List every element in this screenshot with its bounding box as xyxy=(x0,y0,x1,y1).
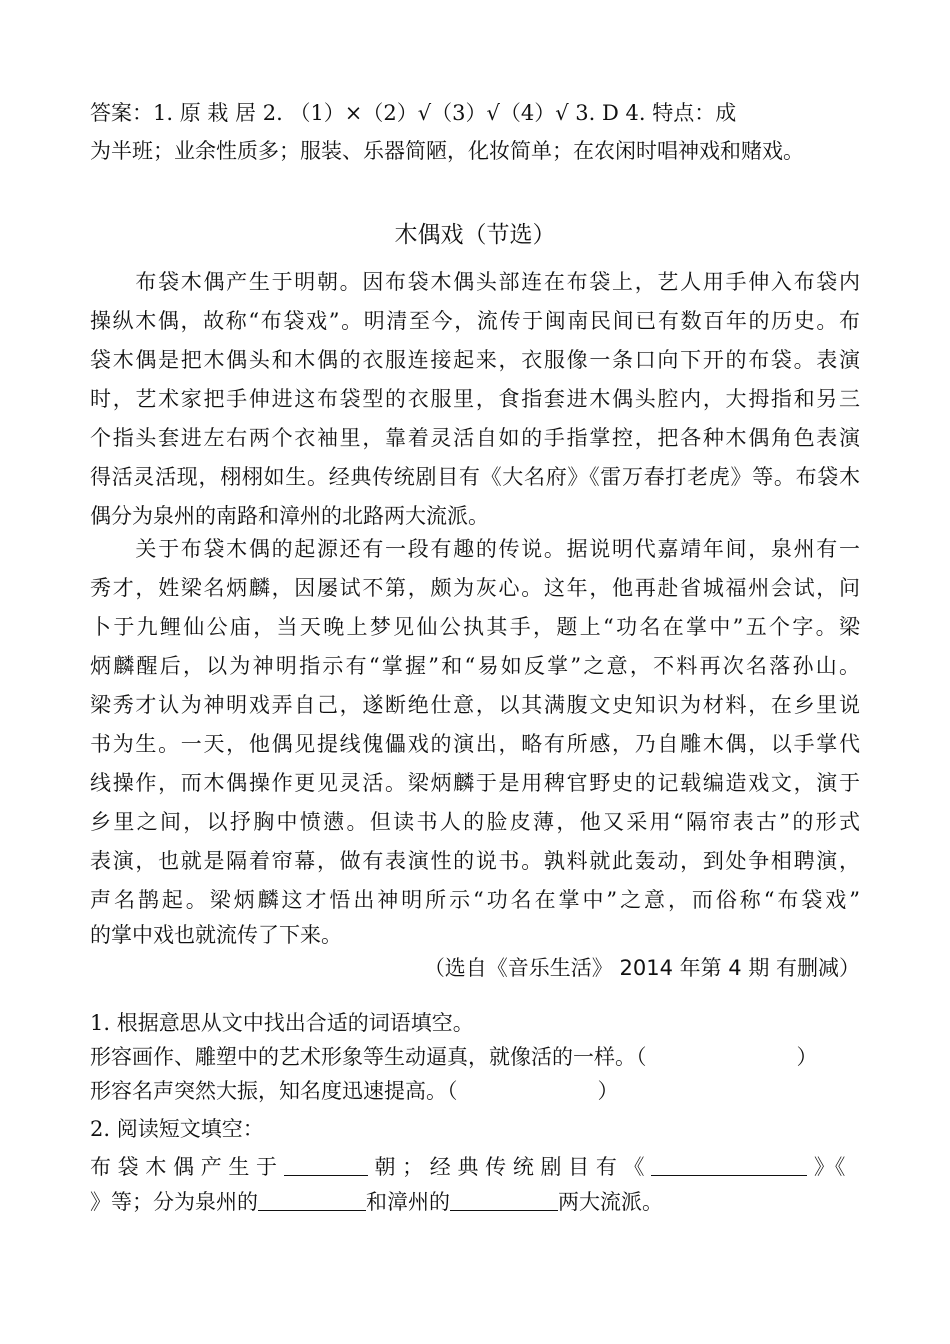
paragraph-line: 梁秀才认为神明戏弄自己，遂断绝仕意，以其满腹文史知识为材料，在乡里说 xyxy=(90,693,860,717)
paragraph-line: 得活灵活现，栩栩如生。经典传统剧目有《大名府》《雷万春打老虎》等。布袋木 xyxy=(90,465,860,489)
paragraph-line: 卜于九鲤仙公庙，当天晚上梦见仙公执其手，题上“功名在掌中”五个字。梁 xyxy=(90,615,860,639)
q2-text: 朝 ； 经 典 传 统 剧 目 有 《 xyxy=(374,1155,645,1179)
question-2-prompt: 2. 阅读短文填空： xyxy=(90,1117,264,1141)
blank-play-title-1[interactable] xyxy=(651,1153,807,1176)
blank-quanzhou-school[interactable] xyxy=(258,1188,366,1211)
question-1b-close: ） xyxy=(597,1079,619,1103)
paragraph-line: 布袋木偶产生于明朝。因布袋木偶头部连在布袋上，艺人用手伸入布袋内 xyxy=(90,270,860,294)
question-2-line-1 xyxy=(90,1152,860,1182)
question-2-line-2 xyxy=(90,1187,860,1217)
q2-text: 两大流派。 xyxy=(558,1190,663,1214)
answer-line-1: 答案：1. 原 栽 居 2. （1）×（2）√（3）√（4）√ 3. D 4. 特点：成 xyxy=(90,101,737,125)
paragraph-line: 操纵木偶，故称“布袋戏”。明清至今，流传于闽南民间已有数百年的历史。布 xyxy=(90,309,860,333)
answer-line-2: 为半班；业余性质多；服装、乐器简陋，化妆简单；在农闲时唱神戏和赌戏。 xyxy=(90,139,804,163)
paragraph-line: 声名鹊起。梁炳麟这才悟出神明所示“功名在掌中”之意，而俗称“布袋戏” xyxy=(90,888,860,912)
question-1a-text: 形容画作、雕塑中的艺术形象等生动逼真，就像活的一样。（ xyxy=(90,1045,647,1069)
paragraph-line: 秀才，姓梁名炳麟，因屡试不第，颇为灰心。这年，他再赴省城福州会试，问 xyxy=(90,576,860,600)
q2-text: 》等；分为泉州的 xyxy=(90,1190,258,1214)
question-1-prompt: 1. 根据意思从文中找出合适的词语填空。 xyxy=(90,1011,474,1035)
paragraph-line: 袋木偶是把木偶头和木偶的衣服连接起来，衣服像一条口向下开的布袋。表演 xyxy=(90,348,860,372)
paragraph-line: 时，艺术家把手伸进这布袋型的衣服里，食指套进木偶头腔内，大拇指和另三 xyxy=(90,387,860,411)
question-1a-close: ） xyxy=(796,1045,818,1069)
source-citation: （选自《音乐生活》 2014 年第 4 期 有删减） xyxy=(423,956,860,980)
blank-dynasty[interactable] xyxy=(284,1153,368,1176)
question-1b-text: 形容名声突然大振，知名度迅速提高。（ xyxy=(90,1079,458,1103)
paragraph-line: 线操作，而木偶操作更见灵活。梁炳麟于是用稗官野史的记载编造戏文，演于 xyxy=(90,771,860,795)
paragraph-line: 的掌中戏也就流传了下来。 xyxy=(90,923,342,947)
article-title: 木偶戏（节选） xyxy=(394,222,556,248)
paragraph-line: 炳麟醒后，以为神明指示有“掌握”和“易如反掌”之意，不料再次名落孙山。 xyxy=(90,654,860,678)
paragraph-line: 偶分为泉州的南路和漳州的北路两大流派。 xyxy=(90,504,489,528)
q2-text: 布 袋 木 偶 产 生 于 xyxy=(90,1155,278,1179)
question-1b xyxy=(90,1076,860,1106)
paragraph-line: 表演，也就是隔着帘幕，做有表演性的说书。孰料就此轰动，到处争相聘演， xyxy=(90,849,860,873)
paragraph-line: 乡里之间，以抒胸中愤懑。但读书人的脸皮薄，他又采用“隔帘表古”的形式 xyxy=(90,810,860,834)
q2-text: 和漳州的 xyxy=(366,1190,450,1214)
question-1a xyxy=(90,1042,860,1072)
paragraph-line: 关于布袋木偶的起源还有一段有趣的传说。据说明代嘉靖年间，泉州有一 xyxy=(90,537,860,561)
paragraph-line: 个指头套进左右两个衣袖里，靠着灵活自如的手指掌控，把各种木偶角色表演 xyxy=(90,426,860,450)
paragraph-line: 书为生。一天，他偶见提线傀儡戏的演出，略有所感，乃自雕木偶，以手掌代 xyxy=(90,732,860,756)
q2-text: 》《 xyxy=(813,1155,846,1179)
blank-zhangzhou-school[interactable] xyxy=(450,1188,558,1211)
